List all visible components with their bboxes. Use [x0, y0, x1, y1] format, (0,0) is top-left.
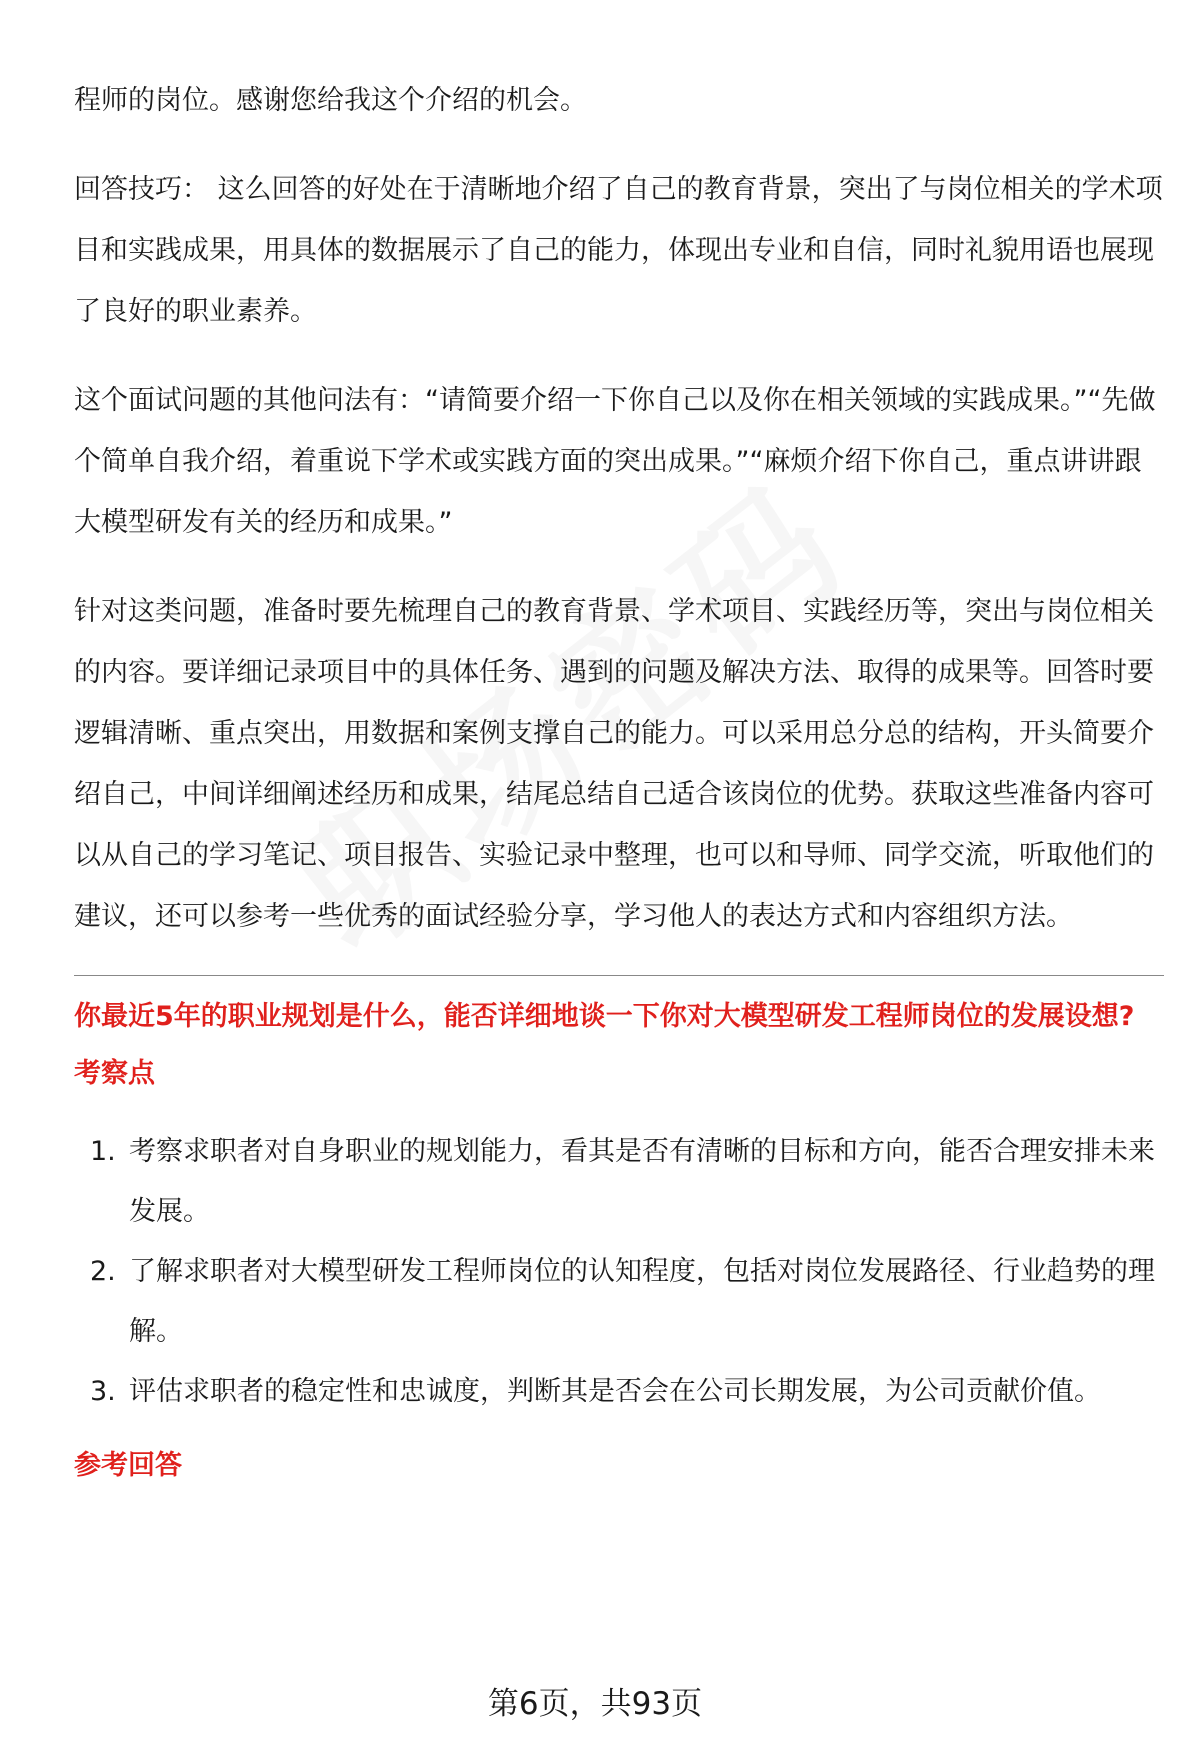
list-item-number: 3. [90, 1376, 116, 1407]
section-title-answer: 参考回答 [74, 1450, 182, 1481]
page-content [74, 70, 1164, 1514]
list-item [74, 1362, 1164, 1422]
paragraph-intro-end: 程师的岗位。感谢您给我这个介绍的机会。 [74, 85, 587, 116]
list-item-text: 考察求职者对自身职业的规划能力，看其是否有清晰的目标和方向，能否合理安排未来发展。 [129, 1136, 1155, 1227]
list-item [74, 1242, 1164, 1362]
paragraph-preparation-advice: 针对这类问题，准备时要先梳理自己的教育背景、学术项目、实践经历等，突出与岗位相关的内容。要详细记录项目中的具体任务、遇到的问题及解决方法、取得的成果等。回答时要逻辑清晰、重点突出，用数据和案例支撑自己的能力。可以采用总分总的结构，开头简要介绍自己，中间详细阐述经历和成果，结尾总结自己适合该岗位的优势。获取这些准备内容可以从自己的学习笔记、项目报告、实验记录中整理，也可以和导师、同学交流，听取他们的建议，还可以参考一些优秀的面试经验分享，学习他人的表达方式和内容组织方法。 [74, 596, 1154, 932]
question-heading: 你最近5年的职业规划是什么，能否详细地谈一下你对大模型研发工程师岗位的发展设想? [74, 1001, 1135, 1032]
list-item-text: 了解求职者对大模型研发工程师岗位的认知程度，包括对岗位发展路径、行业趋势的理解。 [129, 1256, 1155, 1347]
page-number-footer: 第6页，共93页 [487, 1686, 703, 1722]
section-divider [74, 975, 1164, 976]
list-item-number: 2. [90, 1256, 116, 1287]
section-title-points: 考察点 [74, 1058, 155, 1089]
paragraph-alternative-questions: 这个面试问题的其他问法有：“请简要介绍一下你自己以及你在相关领域的实践成果。”“先做个简单自我介绍，着重说下学术或实践方面的突出成果。”“麻烦介绍下你自己，重点讲讲跟大模型研发有关的经历和成果。” [74, 385, 1156, 538]
list-item-number: 1. [90, 1136, 116, 1167]
list-item [74, 1122, 1164, 1242]
list-item-text: 评估求职者的稳定性和忠诚度，判断其是否会在公司长期发展，为公司贡献价值。 [129, 1376, 1101, 1407]
points-list [74, 1122, 1164, 1422]
paragraph-answer-tip: 回答技巧： 这么回答的好处在于清晰地介绍了自己的教育背景，突出了与岗位相关的学术项目和实践成果，用具体的数据展示了自己的能力，体现出专业和自信，同时礼貌用语也展现了良好的职业素养。 [74, 174, 1163, 327]
